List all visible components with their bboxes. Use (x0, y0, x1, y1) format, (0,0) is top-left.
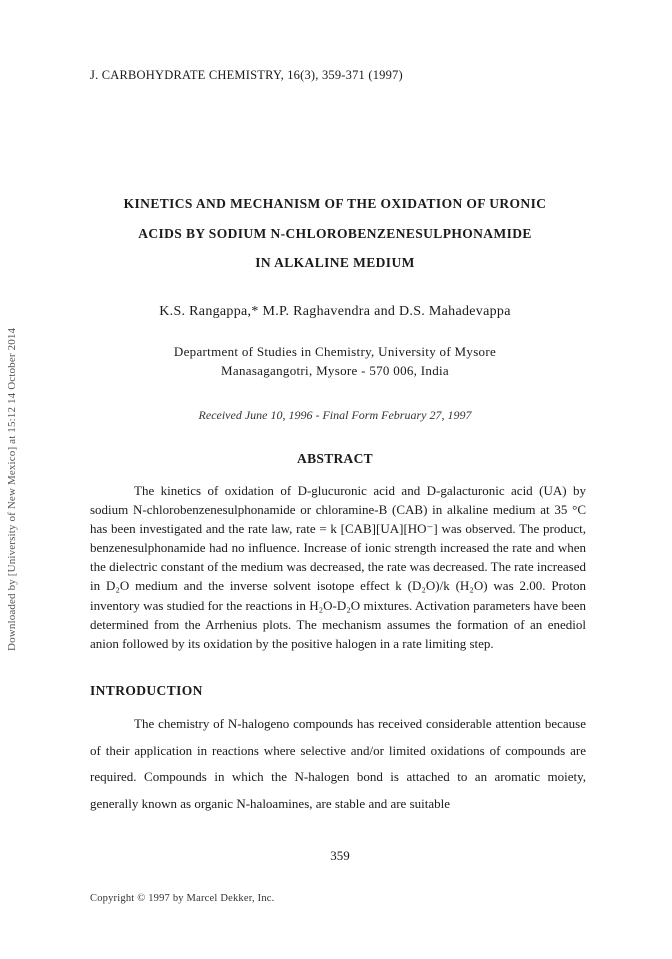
title-line-1: KINETICS AND MECHANISM OF THE OXIDATION OF URONIC (123, 196, 547, 211)
abstract-paragraph: The kinetics of oxidation of D-glucuronic acid and D-galacturonic acid (UA) by sodium N-chlorobenzenesulphonamide or chloramine-B (CAB) in alkaline medium at 35 °C has been investigated and the rate law, rate = k [CAB][UA][HO⁻] was observed. The product, benzenesulphonamide had no influence. Increase of ionic strength increased the rate and when the dielectric constant of the medium was decreased, the rate was decreased. The rate increased in D₂O medium and the inverse solvent isotope effect k (D₂O)/k (H₂O) was 2.00. Proton inventory was studied for the reactions in H₂O-D₂O mixtures. Activation parameters have been determined from the Arrhenius plots. The mechanism assumes the formation of an enediol anion followed by its oxidation by the positive halogen in a rate limiting step. (90, 483, 586, 651)
introduction-heading: INTRODUCTION (90, 683, 203, 698)
affiliation-line-1: Department of Studies in Chemistry, University of Mysore (173, 344, 497, 359)
download-watermark: Downloaded by [University of New Mexico] at 15:12 14 October 2014 (6, 327, 18, 651)
title-line-2: ACIDS BY SODIUM N-CHLOROBENZENESULPHONAMIDE (138, 226, 532, 241)
affiliation-line-2: Manasagangotri, Mysore - 570 006, India (221, 363, 449, 378)
copyright-notice: Copyright © 1997 by Marcel Dekker, Inc. (90, 893, 275, 904)
title-line-3: IN ALKALINE MEDIUM (255, 255, 415, 270)
author-list: K.S. Rangappa,* M.P. Raghavendra and D.S. Mahadevappa (159, 304, 511, 319)
introduction-paragraph: The chemistry of N-halogeno compounds has received considerable attention because of their application in reactions where selective and/or limited oxidations of compounds are required. Compounds in which the N-halogen bond is attached to an aromatic moiety, generally known as organic N-haloamines, are stable and are suitable (90, 716, 586, 811)
abstract-heading: ABSTRACT (297, 451, 373, 466)
received-dates: Received June 10, 1996 - Final Form February 27, 1997 (198, 408, 472, 422)
page-number: 359 (330, 848, 350, 863)
journal-citation: J. CARBOHYDRATE CHEMISTRY, 16(3), 359-371 (1997) (90, 68, 403, 82)
